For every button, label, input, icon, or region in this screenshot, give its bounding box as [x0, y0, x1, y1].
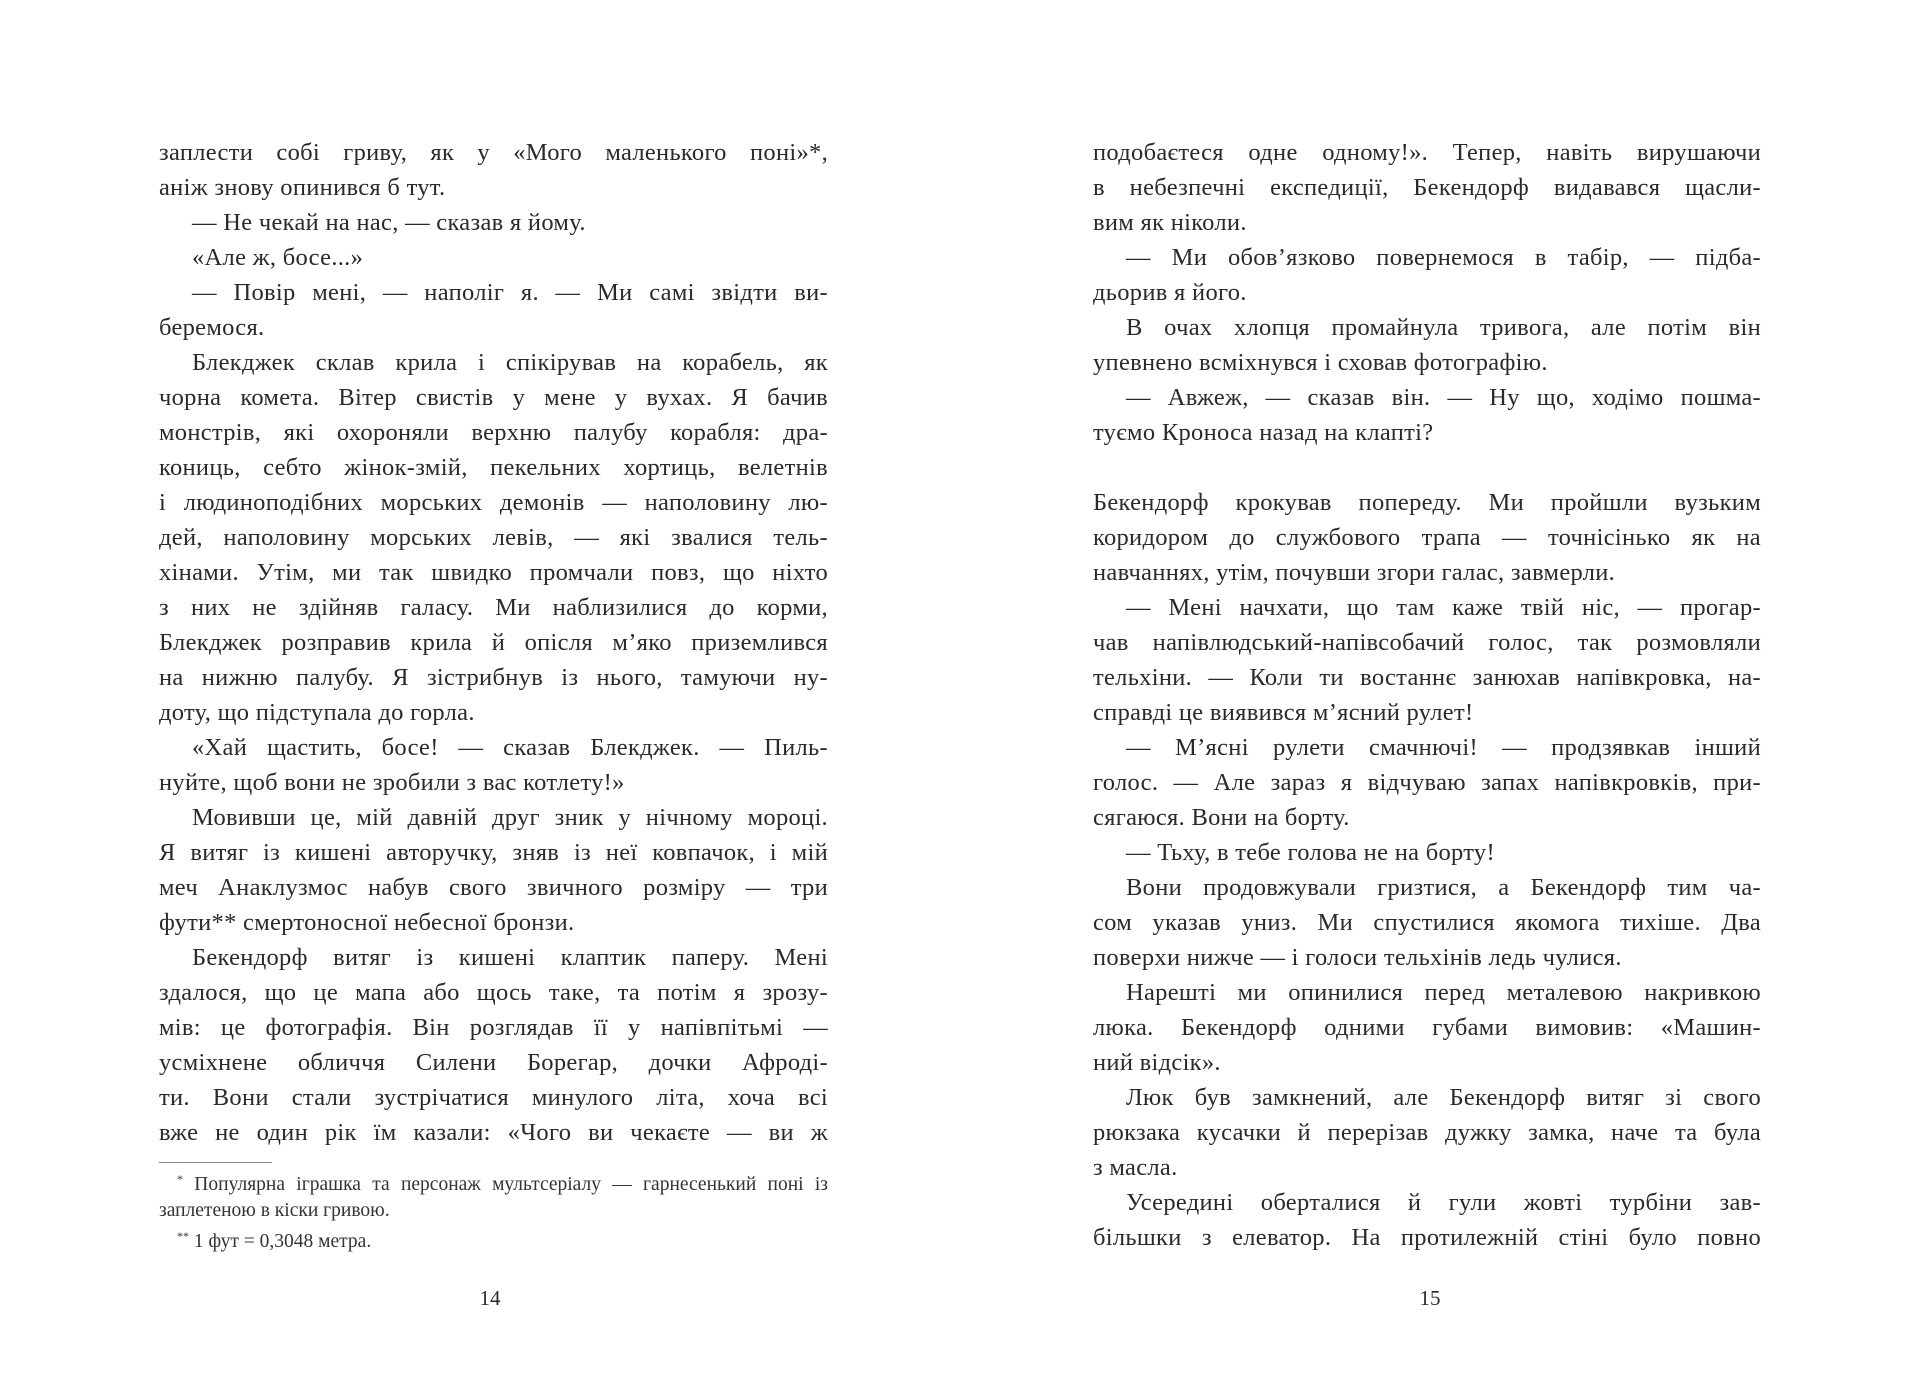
text-line: подобаєтеся одне одному!». Тепер, навіть вирушаючи — [1093, 139, 1761, 166]
text-line: — Авжеж, — сказав він. — Ну що, ходімо пошма- — [1126, 384, 1761, 411]
text-line: монстрів, які охороняли верхню палубу корабля: дра- — [159, 419, 828, 446]
text-line: більшки з елеватор. На протилежній стіні було повно — [1093, 1224, 1761, 1251]
text-line: Бекендорф крокував попереду. Ми пройшли вузьким — [1093, 489, 1761, 516]
text-line: беремося. — [159, 314, 265, 341]
text-line: дей, наполовину морських левів, — які звалися тель- — [159, 524, 828, 551]
footnote-1 — [159, 1172, 828, 1224]
text-line: дьорив я його. — [1093, 279, 1247, 306]
text-line: ти. Вони стали зустрічатися минулого літа, хоча всі — [159, 1084, 828, 1111]
footnote-2-text: 1 фут = 0,3048 метра. — [193, 1231, 372, 1252]
text-line: — Мені начхати, що там каже твій ніс, — прогар- — [1126, 594, 1761, 621]
text-line — [1093, 450, 1761, 485]
text-line: — Ми обов’язково повернемося в табір, — підба- — [1126, 244, 1761, 271]
text-line: з масла. — [1093, 1154, 1178, 1181]
text-line: з них не здійняв галасу. Ми наблизилися до корми, — [159, 594, 828, 621]
text-line: Я витяг із кишені авторучку, зняв із неї ковпачок, і мій — [159, 839, 828, 866]
text-line: ний відсік». — [1093, 1049, 1221, 1076]
text-line: Нарешті ми опинилися перед металевою накривкою — [1126, 979, 1761, 1006]
text-line: чав напівлюдський-напівсобачий голос, так розмовляли — [1093, 629, 1761, 656]
page-number-left: 14 — [479, 1286, 501, 1310]
text-line: кониць, себто жінок-змій, пекельних хортиць, велетнів — [159, 454, 828, 481]
text-line: навчаннях, утім, почувши згори галас, завмерли. — [1093, 559, 1616, 586]
text-line: упевнено всміхнувся і сховав фотографію. — [1093, 349, 1548, 376]
text-line: справді це виявився м’ясний рулет! — [1093, 699, 1474, 726]
page-number-right: 15 — [1419, 1286, 1441, 1310]
text-line: — Тьху, в тебе голова не на борту! — [1126, 839, 1495, 866]
text-line: хінами. Утім, ми так швидко промчали повз, що ніхто — [159, 559, 828, 586]
text-line: голос. — Але зараз я відчуваю запах напівкровків, при- — [1093, 769, 1761, 796]
text-line: фути** смертоносної небесної бронзи. — [159, 909, 575, 936]
text-line: вим як ніколи. — [1093, 209, 1247, 236]
text-line: чорна комета. Вітер свистів у мене у вухах. Я бачив — [159, 384, 828, 411]
text-line: доту, що підступала до горла. — [159, 699, 475, 726]
text-line: рюкзака кусачки й перерізав дужку замка, наче та була — [1093, 1119, 1761, 1146]
right-page-body — [1093, 135, 1761, 1255]
footnote-2-mark: ** — [177, 1229, 189, 1243]
text-line: туємо Кроноса назад на клапті? — [1093, 419, 1434, 446]
text-line: сом указав униз. Ми спустилися якомога тихіше. Два — [1093, 909, 1761, 936]
text-line: заплести собі гриву, як у «Мого маленького поні»*, — [159, 139, 828, 166]
text-line: сягаюся. Вони на борту. — [1093, 804, 1350, 831]
text-line: люка. Бекендорф одними губами вимовив: «Машин- — [1093, 1014, 1761, 1041]
text-line: Усередині оберталися й гули жовті турбіни зав- — [1126, 1189, 1761, 1216]
text-line: вже не один рік їм казали: «Чого ви чекаєте — ви ж — [159, 1119, 828, 1146]
footnote-1-mark: * — [177, 1172, 183, 1186]
left-page-body — [159, 135, 828, 1150]
text-line: Блекджек склав крила і спікірував на корабель, як — [192, 349, 828, 376]
text-line: «Хай щастить, босе! — сказав Блекджек. — Пиль- — [192, 734, 828, 761]
text-line: здалося, що це мапа або щось таке, та потім я зрозу- — [159, 979, 828, 1006]
text-line: — М’ясні рулети смачнючі! — продзявкав інший — [1126, 734, 1761, 761]
text-line: Вони продовжували гризтися, а Бекендорф тим ча- — [1126, 874, 1761, 901]
text-line: Мовивши це, мій давній друг зник у нічному мороці. — [192, 804, 828, 831]
text-line: меч Анаклузмос набув свого звичного розміру — три — [159, 874, 828, 901]
text-line: тельхіни. — Коли ти востаннє занюхав напівкровка, на- — [1093, 664, 1761, 691]
footnote-1-text: Популярна іграшка та персонаж мультсеріалу — гарнесенький поні із заплетеною в кіски гривою. — [159, 1174, 828, 1221]
text-line: поверхи нижче — і голоси тельхінів ледь чулися. — [1093, 944, 1622, 971]
text-line: нуйте, щоб вони не зробили з вас котлету!» — [159, 769, 625, 796]
text-line: «Але ж, босе...» — [192, 244, 364, 271]
text-line: на нижню палубу. Я зістрибнув із нього, тамуючи ну- — [159, 664, 828, 691]
text-line: — Не чекай на нас, — сказав я йому. — [192, 209, 586, 236]
text-line: і людиноподібних морських демонів — наполовину лю- — [159, 489, 828, 516]
text-line: мів: це фотографія. Він розглядав її у напівпітьмі — — [159, 1014, 828, 1041]
footnote-2 — [159, 1229, 846, 1255]
text-line: усміхнене обличчя Силени Борегар, дочки Афроді- — [159, 1049, 828, 1076]
footnote-divider — [159, 1162, 272, 1163]
text-line: Блекджек розправив крила й опісля м’яко приземлився — [159, 629, 828, 656]
text-line: В очах хлопця промайнула тривога, але потім він — [1126, 314, 1761, 341]
text-line: аніж знову опинився б тут. — [159, 174, 446, 201]
text-line: — Повір мені, — наполіг я. — Ми самі звідти ви- — [192, 279, 828, 306]
text-line: Люк був замкнений, але Бекендорф витяг зі свого — [1126, 1084, 1761, 1111]
text-line: в небезпечні експедиції, Бекендорф видавався щасли- — [1093, 174, 1761, 201]
text-line: коридором до службового трапа — точнісінько як на — [1093, 524, 1761, 551]
text-line: Бекендорф витяг із кишені клаптик паперу. Мені — [192, 944, 828, 971]
